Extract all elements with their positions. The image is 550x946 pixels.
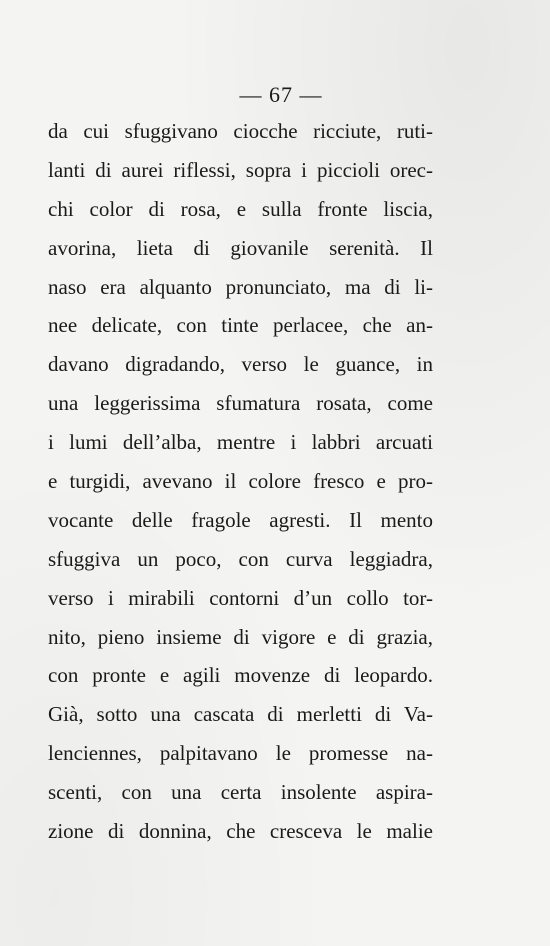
text-line: sfuggiva un poco, con curva leggiadra, <box>48 546 433 571</box>
text-line: i lumi dell’alba, mentre i labbri arcuati <box>48 430 433 455</box>
text-line: avorina, lieta di giovanile serenità. Il <box>48 235 433 260</box>
text-line: nee delicate, con tinte perlacee, che an- <box>48 313 433 338</box>
text-line: e turgidi, avevano il colore fresco e pro- <box>48 469 433 494</box>
text-line: lanti di aurei riflessi, sopra i piccioli orec- <box>48 157 433 182</box>
page-number: — 67 — <box>239 82 323 107</box>
text-line: vocante delle fragole agresti. Il mento <box>48 507 433 532</box>
text-line: da cui sfuggivano ciocche ricciute, ruti- <box>48 119 433 143</box>
body-text <box>48 112 433 851</box>
text-line: naso era alquanto pronunciato, ma di li- <box>48 274 433 299</box>
text-line: davano digradando, verso le guance, in <box>48 352 433 377</box>
text-line: verso i mirabili contorni d’un collo tor- <box>48 585 433 610</box>
text-line: lenciennes, palpitavano le promesse na- <box>48 741 433 766</box>
text-line: zione di donnina, che cresceva le malie <box>48 819 433 844</box>
text-line: chi color di rosa, e sulla fronte liscia, <box>48 196 433 221</box>
text-line: scenti, con una certa insolente aspira- <box>48 780 433 805</box>
text-line: una leggerissima sfumatura rosata, come <box>48 391 433 416</box>
text-line: con pronte e agili movenze di leopardo. <box>48 663 433 688</box>
text-line: nito, pieno insieme di vigore e di grazia, <box>48 624 433 649</box>
text-line: Già, sotto una cascata di merletti di Va- <box>48 702 433 727</box>
